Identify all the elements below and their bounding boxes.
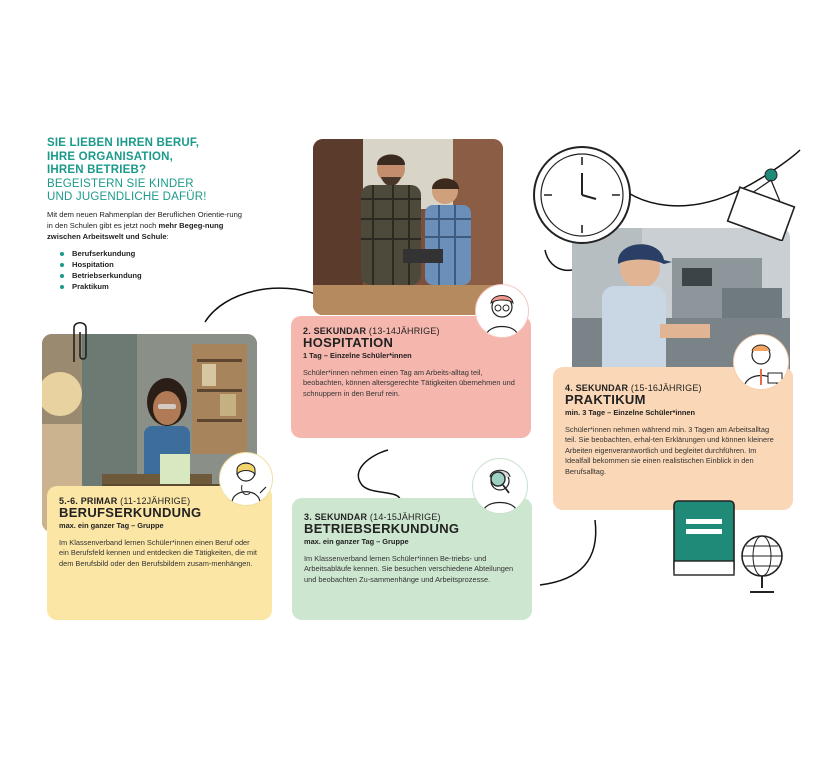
intro-title-line: SIE LIEBEN IHREN BERUF, — [47, 137, 200, 149]
card-description: Schüler*innen nehmen während min. 3 Tagen am Arbeitsalltag teil. Sie beobachten, erhal-ten Erklärungen und können kleinere Arbeiten eigenverantwortlich und begleitet durchführen. Im Idealfall bekommen sie einen realistischen Einblick in den Berufsalltag. — [565, 425, 774, 476]
card-title: PRAKTIKUM — [565, 392, 646, 407]
card-level-bold: 2. SEKUNDAR — [303, 326, 367, 336]
intro-text: Mit dem neuen Rahmenplan der Beruflichen Orientie-rung in den Schulen gibt es jetzt noch — [47, 210, 243, 231]
card-level-bold: 4. SEKUNDAR — [565, 383, 629, 393]
bullet-item: Berufserkundung — [60, 248, 142, 259]
intro-bullet-list — [60, 248, 142, 292]
card-duration: min. 3 Tage – Einzelne Schüler*innen — [565, 408, 696, 417]
card-title: HOSPITATION — [303, 335, 394, 350]
clock-icon — [530, 143, 634, 252]
card-level-age: (15-16JÄHRIGE) — [628, 383, 702, 393]
paperclip-icon — [64, 318, 94, 371]
photo-father-son — [313, 139, 503, 315]
card-level-age: (11-12JÄHRIGE) — [117, 496, 191, 506]
card-berufserkundung — [47, 486, 272, 620]
card-description: Im Klassenverband lernen Schüler*innen einen Beruf oder ein Berufsfeld kennen und entdecken die Tätigkeiten, die mit dem Berufsbild oder den Berufsbildern zusam-menhängen. — [59, 538, 257, 568]
person-glasses-avatar-icon — [475, 284, 529, 338]
card-description: Im Klassenverband lernen Schüler*innen Be-triebs- und Arbeitsabläufe kennen. Sie besuchen verschiedene Abteilungen und beobachten Zu-sammenhänge und Arbeitsprozesse. — [304, 554, 514, 584]
bullet-item: Hospitation — [60, 259, 142, 270]
card-level-bold: 5.-6. PRIMAR — [59, 496, 118, 506]
card-description: Schüler*innen nehmen einen Tag am Arbeits-alltag teil, beobachten, können altersgerechte Tätigkeiten übernehmen und schnuppern in den Beruf rein. — [303, 368, 515, 398]
intro-text-bold: mehr Begeg-nung zwischen Arbeitswelt und Schule — [47, 221, 224, 242]
intro-subtitle-line: BEGEISTERN SIE KINDER — [47, 177, 194, 190]
hanging-sign-icon — [726, 166, 796, 246]
magnifier-person-avatar-icon — [472, 458, 528, 514]
globe-icon — [734, 530, 794, 607]
photo-father-son-image — [313, 139, 503, 315]
intro-title-line: IHREN BETRIEB? — [47, 164, 147, 176]
intro-paragraph — [47, 209, 247, 243]
card-title: BERUFSERKUNDUNG — [59, 505, 202, 520]
card-title: BETRIEBSERKUNDUNG — [304, 521, 460, 536]
card-level-age: (13-14JÄHRIGE) — [366, 326, 440, 336]
intro-text-end: : — [166, 232, 169, 242]
card-duration: 1 Tag – Einzelne Schüler*innen — [303, 351, 412, 360]
intro-title-line: IHRE ORGANISATION, — [47, 150, 174, 163]
bullet-item: Betriebserkundung — [60, 270, 142, 281]
card-duration: max. ein ganzer Tag – Gruppe — [59, 521, 164, 530]
card-level-bold: 3. SEKUNDAR — [304, 512, 368, 522]
doctor-avatar-icon — [219, 452, 273, 506]
intro-heading — [47, 137, 247, 205]
card-level-age: (14-15JÄHRIGE) — [367, 512, 441, 522]
intro-subtitle-line: UND JUGENDLICHE DAFÜR! — [47, 191, 207, 203]
card-betriebserkundung — [292, 498, 532, 620]
card-duration: max. ein ganzer Tag – Gruppe — [304, 537, 409, 546]
businessman-avatar-icon — [733, 334, 789, 390]
bullet-item: Praktikum — [60, 281, 142, 292]
